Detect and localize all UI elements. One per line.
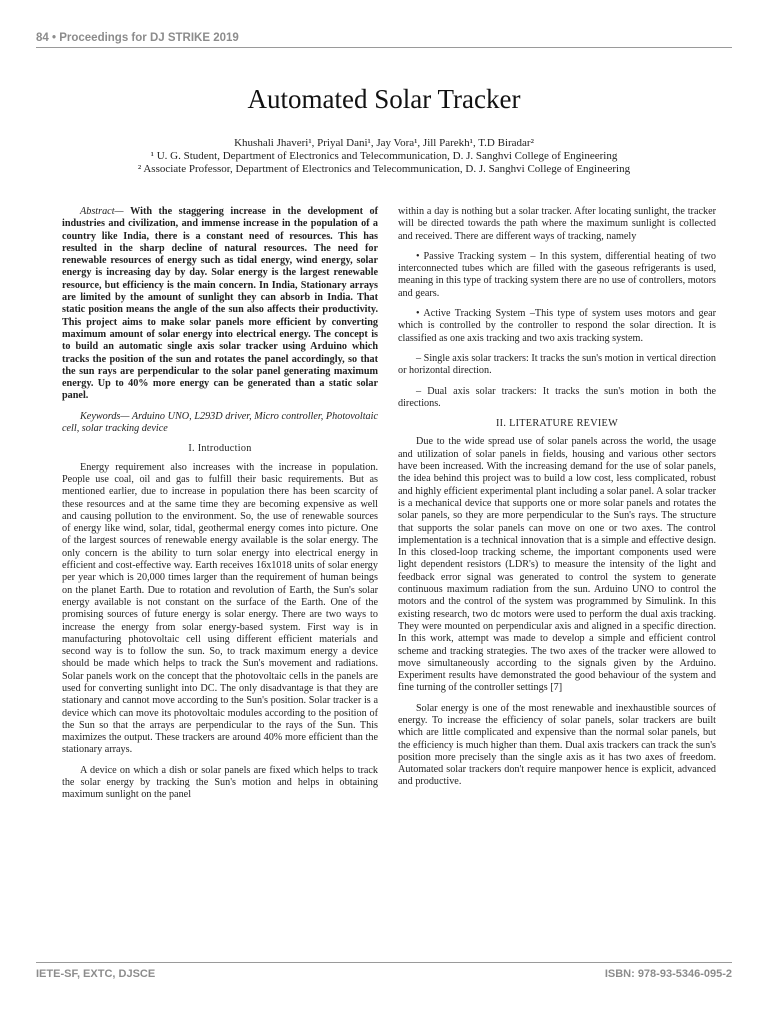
paper-title: Automated Solar Tracker bbox=[247, 84, 521, 114]
abstract-text: With the staggering increase in the development of industries and civilization, and immense increase in the population of a country like India, there is a constant need of resources. This has resulted in the sharp decline of natural resources. The need for renewable resources of energy such as tidal energy, wind energy, solar energy is increasing day by day. Solar energy is the largest renewable resource, but efficiency is the main concern. In India, Stationary arrays are limited by the amount of sunlight they can absorb in India. That static position means the angle of the sun also affects their productivity. This project aims to make solar panels more efficient by converting maximum amount of solar energy into electrical energy. The concept is to build an automatic single axis solar tracker using Arduino which tracks the position of the sun and rotates the panel accordingly, so that the sun rays are perpendicular to the solar panel generating maximum energy. Up to 40% more energy can be generated than a static solar panel. bbox=[62, 206, 378, 402]
left-column bbox=[62, 206, 378, 810]
literature-paragraph-1: Due to the wide spread use of solar panels across the world, the usage and utilization of solar panels in fields, housing and various other sectors have been increased. With the increasing demand for the use of solar panels, the idea behind this project was to build a low cost, less complicated, robust and highly efficient experimental plant including a solar panel. A solar tracker is a mechanical device that supports one or more solar panels and rotates the solar panels, so they are more perpendicular to the Sun's rays. The structure that supports the solar panels can move on one or two axes. The control implementation is a technical innovation that is a simple and effective design. In this closed-loop tracking scheme, the important components used were light dependent resistors (LDR's) to measure the intensity of the light and feedback error signal was generated to control the system to generate continuous maximum radiation from the sun. Arduino UNO to control the motors and the control of the system was programmed by Simulink. In this existing research, two dc motors were used to perform the dual axis tracking. They were mounted on perpendicular axis and aligned in a specific direction. In this work, attempt was made to develop a simple and efficient control scheme and tracking strategies. The two axes of the tracker were allowed to move simultaneously according to the signals given by the Arduino. Experiment results have demonstrated the good behaviour of the system and fine turning of the controller settings [7] bbox=[398, 436, 716, 694]
intro-paragraph-2: A device on which a dish or solar panels are fixed which helps to track the solar energy by tracking the Sun's motion and helps in obtaining maximum sunlight on the panel bbox=[62, 764, 378, 801]
intro-paragraph-1: Energy requirement also increases with the increase in population. People use coal, oil and gas to fulfill their basic requirements. But as mentioned earlier, due to increase in population there has been scarcity of these resources and at the same time they are becoming expensive as well and causing pollution to the environment. So, the use of renewable sources of energy like wind, solar, tidal, geothermal energy comes into picture. One of the largest sources of renewable energy available is the solar energy. The only concern is the ability to turn solar energy into electrical energy in efficient and cost-effective way. Earth receives 16x1018 units of solar energy per year which is 20,000 times larger than the requirement of human beings on the planet Earth. Due to rotation and revolution of Earth, the Sun's solar energy available is not constant on the surface of the Earth. One of the promising sources of future energy is solar energy. There are two ways to increase the energy from solar energy-based system. First way is in manufacturing photovoltaic cell using different efficient materials and second way is to follow the sun. So, to track maximum energy a device should be made which helps to track the Sun's movement and radiations. Solar panels work on the concept that the photovoltaic cells in the panels are used for converting sunlight into DC. The only disadvantage is that they are stationary and cannot move according to the Sun's position. Solar tracker is a device which can move its photovoltaic modules according to the position of the Sun so that the arrays are perpendicular to the rays of the Sun. This maximizes the output. These trackers are around 40% more efficient than the stationary arrays. bbox=[62, 461, 378, 756]
affiliation-2: ² Associate Professor, Department of Electronics and Telecommunication, D. J. Sanghvi College of Engineering bbox=[137, 163, 631, 175]
right-column bbox=[398, 206, 716, 797]
author-block bbox=[0, 137, 768, 176]
section-heading-literature-review: II. LITERATURE REVIEW bbox=[495, 418, 618, 430]
author-list: Khushali Jhaveri¹, Priyal Dani¹, Jay Vora¹, Jill Parekh¹, T.D Biradar² bbox=[234, 137, 534, 149]
affiliation-1: ¹ U. G. Student, Department of Electronics and Telecommunication, D. J. Sanghvi College of Engineering bbox=[150, 150, 618, 162]
dual-axis-item: – Dual axis solar trackers: It tracks the sun's motion in both the directions. bbox=[398, 385, 716, 409]
keywords-text: Keywords— Arduino UNO, L293D driver, Micro controller, Photovoltaic cell, solar tracking device bbox=[62, 410, 378, 435]
literature-paragraph-2: Solar energy is one of the most renewable and inexhaustible sources of energy. To increase the efficiency of solar panels, solar trackers are built which are little complicated and expensive than the normal solar panels, but the efficiency is much higher than them. Dual axis trackers can track the sun's position more precisely than the single axis as it has two axes of freedom. Automated solar trackers don't require manpower hence is explicit, advanced and productive. bbox=[398, 702, 716, 788]
footer-rule bbox=[36, 962, 732, 963]
footer-left: IETE-SF, EXTC, DJSCE bbox=[36, 968, 156, 980]
intro-paragraph-3: within a day is nothing but a solar tracker. After locating sunlight, the tracker will be directed towards the path where the maximum sunlight is collected and received. There are different ways of tracking, namely bbox=[398, 206, 716, 242]
passive-tracking-item: • Passive Tracking system – In this system, differential heating of two interconnected tubes which are filled with the gaseous refrigerants is used, meaning in this type of tracking system there are no use of controllers, motors and gears. bbox=[398, 250, 716, 299]
keywords bbox=[62, 411, 378, 436]
running-header: 84 • Proceedings for DJ STRIKE 2019 bbox=[36, 32, 239, 44]
section-heading-introduction: I. Introduction bbox=[188, 443, 252, 455]
single-axis-item: – Single axis solar trackers: It tracks the sun's motion in vertical direction or horizontal direction. bbox=[398, 352, 716, 377]
footer-right: ISBN: 978-93-5346-095-2 bbox=[604, 968, 732, 980]
abstract bbox=[62, 206, 378, 403]
active-tracking-item: • Active Tracking System –This type of system uses motors and gear which is controlled by the controller to respond the solar direction. It is classified as one axis tracking and two axis tracking system. bbox=[398, 308, 716, 344]
abstract-label: Abstract— bbox=[80, 206, 131, 217]
header-rule bbox=[36, 47, 732, 48]
